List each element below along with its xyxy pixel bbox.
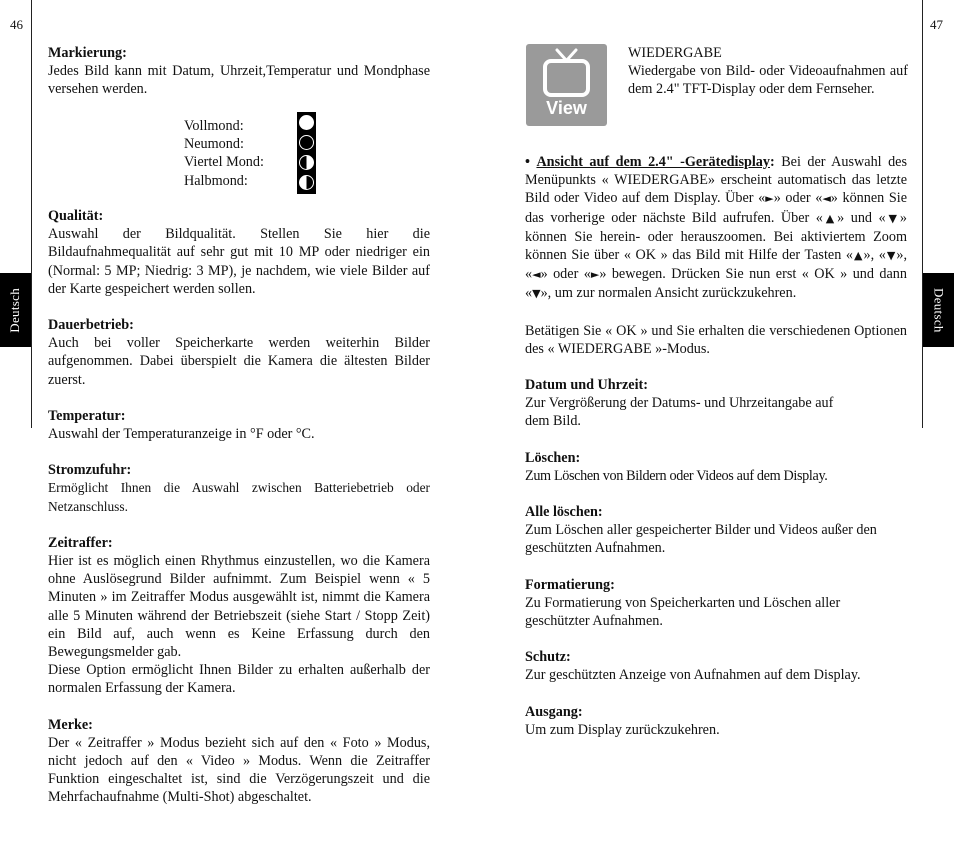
down-arrow-icon: ▼ [885, 211, 900, 225]
loeschen-text: Zum Löschen von Bildern oder Videos auf dem Display. [525, 467, 828, 484]
view-icon-label: View [546, 98, 587, 118]
view-icon [526, 44, 607, 126]
ausgang-heading: Ausgang: [525, 703, 583, 720]
merke-heading: Merke: [48, 716, 93, 733]
optionen-text: Betätigen Sie « OK » und Sie erhalten die verschiedenen Optionen des « WIEDERGABE »-Modus. [525, 322, 907, 357]
zeitraffer-text: Hier ist es möglich einen Rhythmus einzustellen, wo die Kamera ohne Auslösegrund Bilder aufnimmt. Zum Beispiel wenn « 5 Minuten » im Zeitraffer Modus ausgewählt ist, nimmt die Kamera alle 5 Minuten während der Betriebszeit (siehe Start / Stopp Zeit) ein Bild auf, auch wenn es Keine Erfassung durch den Bewegungsmelder gab. [48, 553, 430, 661]
right-arrow-icon: ► [765, 192, 774, 206]
moon-phase-icons [297, 112, 316, 194]
bullet: • [525, 154, 530, 170]
moon-phase-label: Vollmond: [184, 118, 244, 134]
ansicht-text: » oder « [540, 266, 591, 283]
ansicht-text: » und « [837, 209, 886, 226]
qualitaet-heading: Qualität: [48, 208, 104, 224]
right-arrow-icon: ► [590, 268, 600, 282]
ansicht-text: » bewegen. Drücken Sie nun erst « OK » und dann « [525, 266, 907, 302]
full-moon-icon [299, 115, 314, 130]
left-column-body [48, 207, 430, 807]
schutz-text: Zur geschützten Anzeige von Aufnahmen auf dem Display. [525, 667, 861, 684]
merke-text: Der « Zeitraffer » Modus bezieht sich auf den « Foto » Modus, nicht jedoch auf den « Video » Modus. Wenn die Zeitraffer Funktion eingeschaltet ist, sind die Verzögerungszeit und die Mehrfachaufnahme (Multi-Shot) abgeschaltet. [48, 734, 430, 806]
ansicht-heading: Ansicht auf dem 2.4" -Gerätedisplay [536, 154, 770, 170]
temperatur-heading: Temperatur: [48, 407, 126, 424]
alle-loeschen-heading: Alle löschen: [525, 504, 603, 521]
stromzufuhr-heading: Stromzufuhr: [48, 462, 132, 479]
new-moon-icon [299, 135, 314, 150]
ansicht-text: » können Sie das vorherige oder nächste Bild aufrufen. Über « [525, 190, 908, 226]
language-tab-left [0, 273, 31, 347]
wiedergabe-header [628, 44, 908, 99]
markierung-heading: Markierung: [48, 45, 127, 61]
temperatur-text: Auswahl der Temperaturanzeige in °F oder °C. [48, 426, 315, 443]
moon-phase-label: Viertel Mond: [184, 154, 264, 171]
moon-phase-label: Halbmond: [184, 172, 248, 189]
ansicht-text: Bei der Auswahl des Menüpunkts « WIEDERGABE» erscheint automatisch das letzte Bild oder Video auf dem Display. Über « [525, 154, 907, 207]
quarter-moon-icon [299, 155, 314, 170]
up-arrow-icon: ▲ [852, 249, 864, 263]
ansicht-text: », « [525, 247, 907, 283]
loeschen-heading: Löschen: [525, 449, 581, 466]
up-arrow-icon: ▲ [822, 211, 838, 225]
page-number-right: 47 [930, 17, 943, 32]
wiedergabe-subtitle: Wiedergabe von Bild- oder Videoaufnahmen auf dem 2.4" TFT-Display oder dem Fernseher. [628, 63, 908, 98]
ansicht-text: », « [863, 247, 886, 264]
dauerbetrieb-text: Auch bei voller Speicherkarte werden weiterhin Bilder aufgenommen. Dabei überspielt die Kamera die ältesten Bilder zuerst. [48, 335, 430, 388]
page-number-left: 46 [10, 17, 23, 32]
datum-heading: Datum und Uhrzeit: [525, 377, 648, 394]
right-column-body [525, 153, 907, 739]
datum-text-2: dem Bild. [525, 413, 581, 430]
zeitraffer-text-2: Diese Option ermöglicht Ihnen Bilder zu erhalten außerhalb der normalen Erfassung der Kamera. [48, 662, 430, 697]
formatierung-heading: Formatierung: [525, 576, 615, 593]
left-arrow-icon: ◄ [822, 192, 831, 206]
ausgang-text: Um zum Display zurückzukehren. [525, 721, 720, 738]
schutz-heading: Schutz: [525, 649, 571, 666]
ansicht-text: » oder « [773, 190, 823, 207]
language-tab-right [923, 273, 954, 347]
right-margin-rule [922, 0, 923, 428]
language-tab-label: Deutsch [931, 287, 947, 333]
ansicht-paragraph [525, 153, 907, 304]
formatierung-text: Zu Formatierung von Speicherkarten und Löschen aller geschützter Aufnahmen. [525, 594, 841, 630]
down-arrow-icon: ▼ [885, 249, 897, 263]
alle-loeschen-text: Zum Löschen aller gespeicherter Bilder und Videos außer den geschützten Aufnahmen. [525, 522, 877, 557]
wiedergabe-title: WIEDERGABE [628, 45, 722, 61]
left-column-top [48, 44, 430, 99]
zeitraffer-heading: Zeitraffer: [48, 534, 113, 551]
markierung-text: Jedes Bild kann mit Datum, Uhrzeit,Temperatur und Mondphase versehen werden. [48, 63, 430, 98]
moon-phase-label: Neumond: [184, 136, 244, 153]
left-margin-rule [31, 0, 32, 428]
tv-icon [526, 44, 607, 100]
datum-text: Zur Vergrößerung der Datums- und Uhrzeitangabe auf [525, 395, 834, 412]
ansicht-colon: : [770, 154, 775, 170]
half-moon-icon [299, 175, 314, 190]
dauerbetrieb-heading: Dauerbetrieb: [48, 317, 134, 334]
qualitaet-text: Auswahl der Bildqualität. Stellen Sie hier die Bildaufnahmequalität auf sehr gut mit 10 MP oder niedriger ein (Normal: 5 MP; Niedrig: 3 MP), je nachdem, wie viele Bilder auf der Karte gespeichert werden sollen. [48, 226, 430, 297]
ansicht-text: », um zur normalen Ansicht zurückzukehren. [540, 285, 797, 302]
left-arrow-icon: ◄ [532, 268, 541, 282]
down-arrow-icon: ▼ [532, 287, 541, 301]
language-tab-label: Deutsch [7, 287, 23, 333]
stromzufuhr-text: Ermöglicht Ihnen die Auswahl zwischen Batteriebetrieb oder Netzanschluss. [48, 480, 430, 514]
ansicht-text: » können Sie herein- oder herauszoomen. Bei aktiviertem Zoom können Sie über « OK » das Bild mit Hilfe der Tasten « [525, 209, 908, 264]
